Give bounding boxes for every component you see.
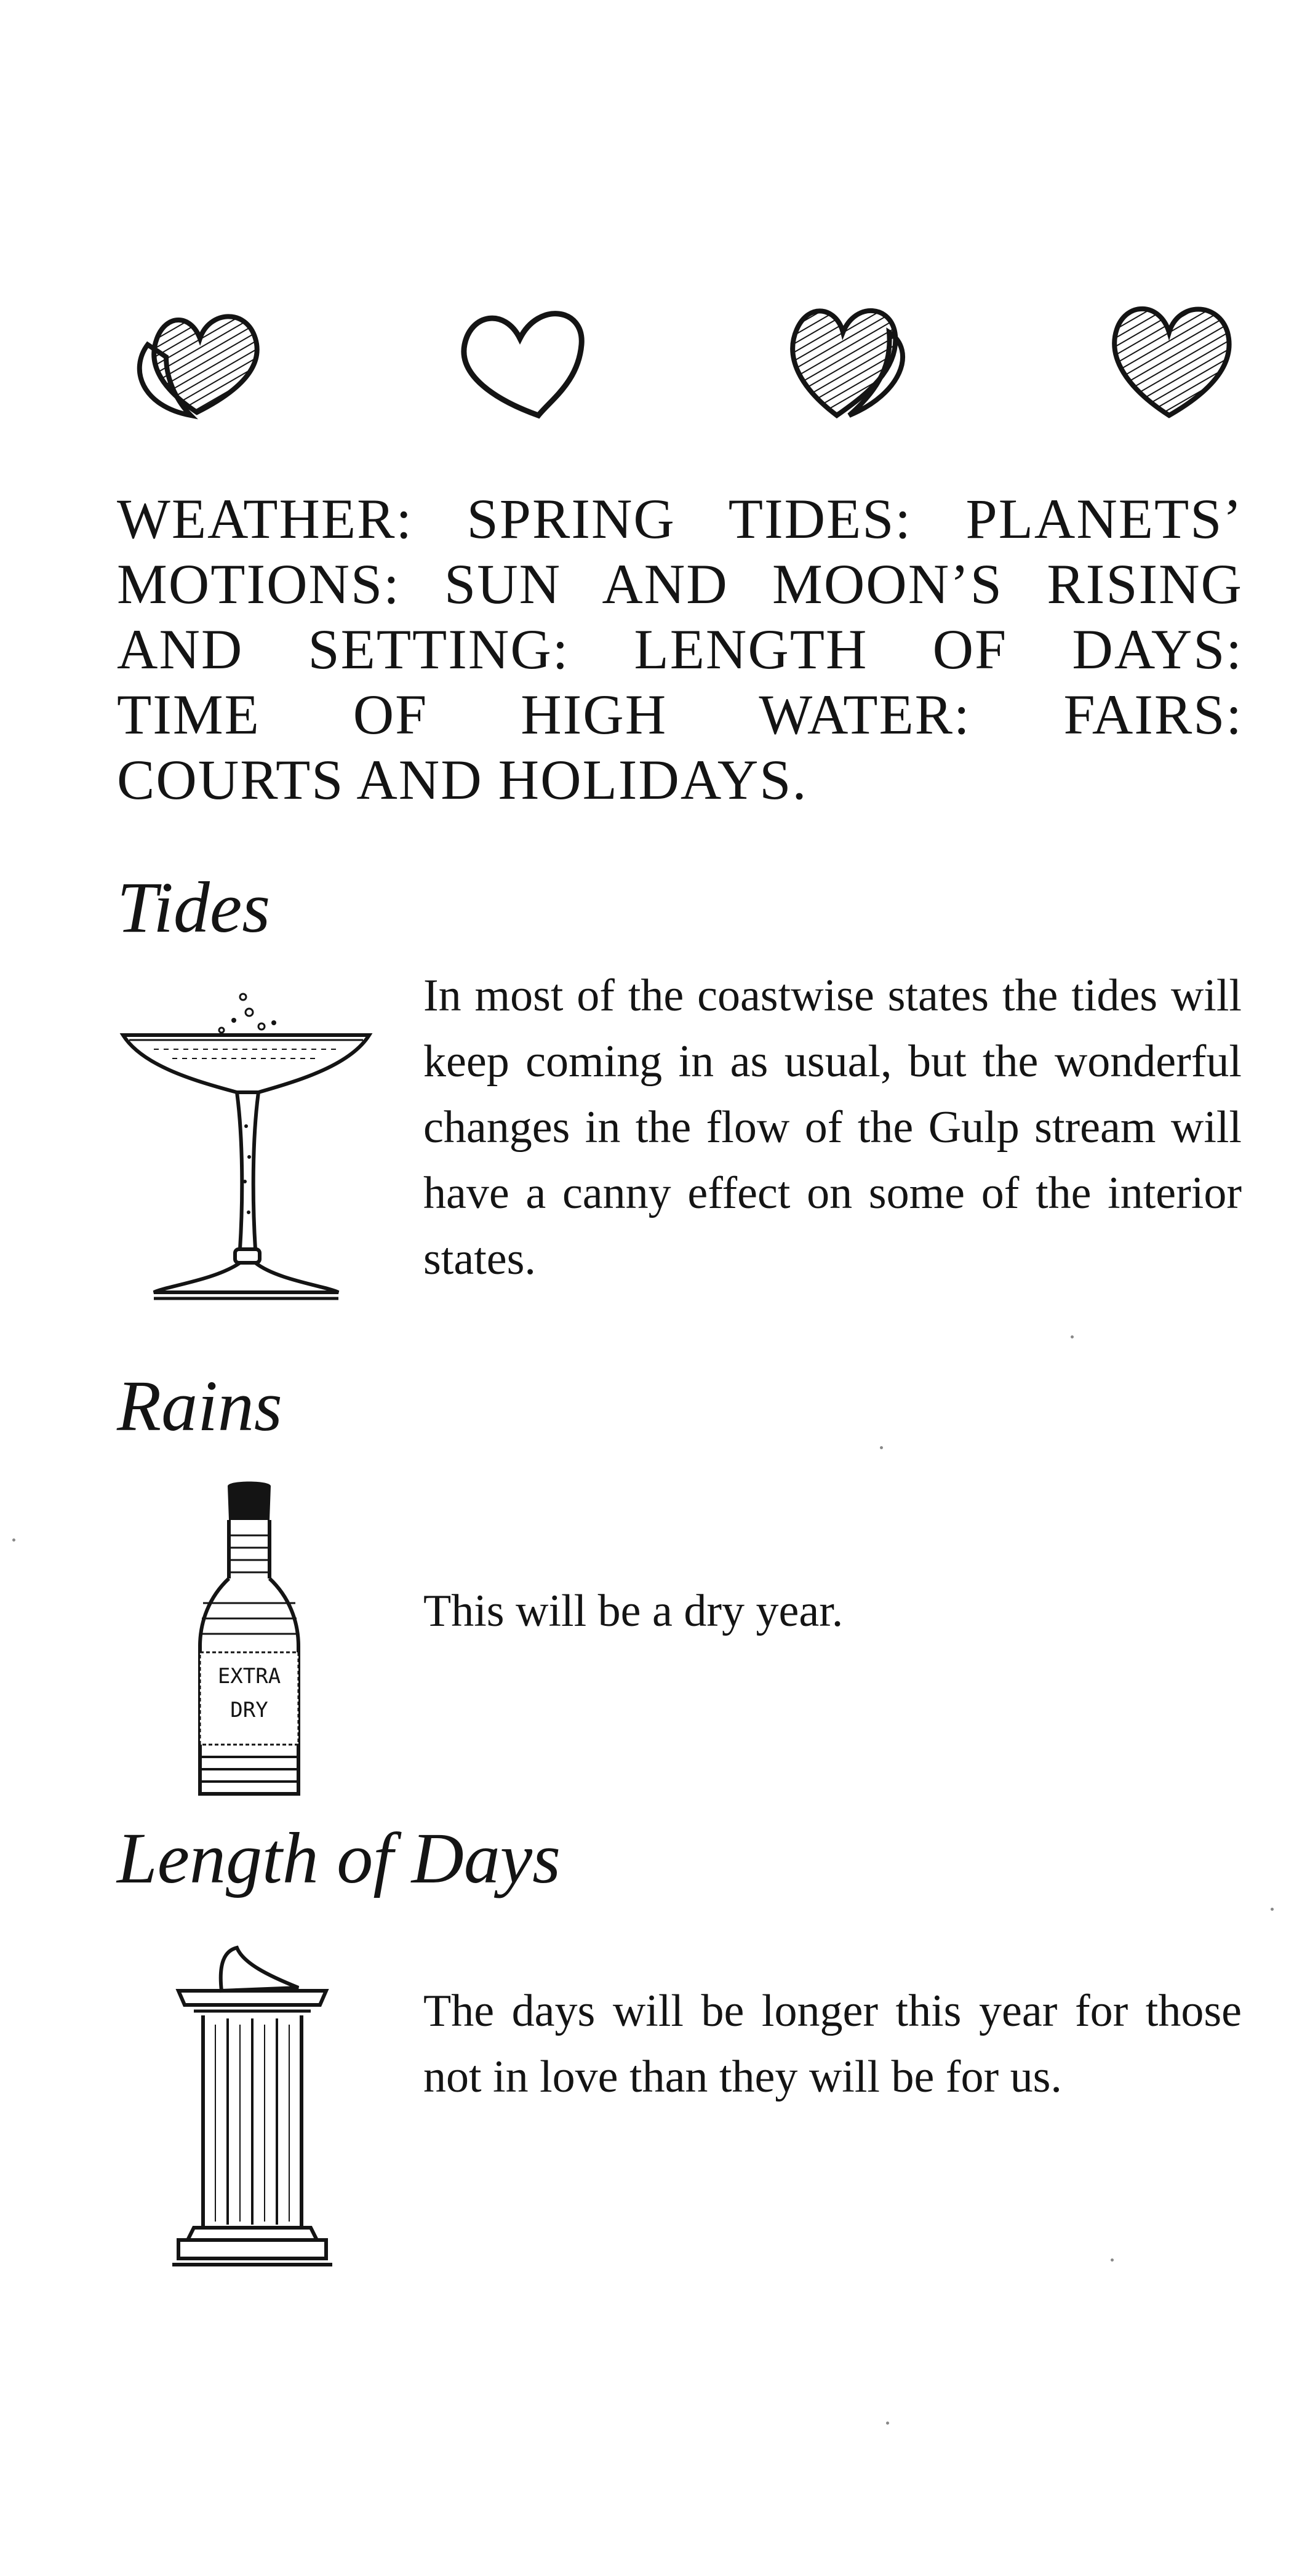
bottle-label-line1: EXTRA — [217, 1664, 281, 1689]
section-title-rains: Rains — [117, 1366, 282, 1446]
heart-hatched-outlined-icon — [123, 289, 271, 425]
section-text-rains: This will be a dry year. — [423, 1586, 844, 1636]
heading-line: WEATHER: SPRING TIDES: PLANETS’ — [117, 487, 1243, 550]
paper-speck — [886, 2422, 889, 2425]
sundial-column-icon — [169, 1938, 335, 2271]
paper-speck — [1111, 2258, 1114, 2262]
almanac-heading — [117, 486, 1243, 812]
section-title-tides: Tides — [117, 867, 271, 948]
heading-line: MOTIONS: SUN AND MOON’S RISING — [117, 553, 1243, 615]
heart-hatched-outlined-icon — [769, 289, 917, 425]
heading-line: AND SETTING: LENGTH OF DAYS: — [117, 618, 1243, 681]
heart-hatched-icon — [1095, 289, 1243, 425]
section-text-length-of-days: The days will be longer this year for those not in love than they will be for us. — [423, 1986, 1242, 2102]
heart-outline-icon — [446, 289, 594, 425]
section-text-tides: In most of the coastwise states the tides will keep coming in as usual, but the wonderful changes in the flow of the Gulp stream will have a canny effect on some of the interior states. — [423, 970, 1242, 1284]
paper-speck — [12, 1538, 15, 1542]
paper-speck — [1071, 1335, 1074, 1338]
paper-speck — [1271, 1908, 1274, 1911]
bottle-label-line2: DRY — [230, 1698, 268, 1722]
heading-line: COURTS AND HOLIDAYS. — [117, 748, 808, 811]
extra-dry-bottle-icon — [191, 1480, 308, 1800]
hearts-row — [123, 289, 1243, 437]
paper-speck — [880, 1446, 883, 1449]
section-title-length-of-days: Length of Days — [117, 1818, 561, 1898]
champagne-glass-icon — [117, 978, 375, 1311]
heading-line: TIME OF HIGH WATER: FAIRS: — [117, 683, 1243, 746]
